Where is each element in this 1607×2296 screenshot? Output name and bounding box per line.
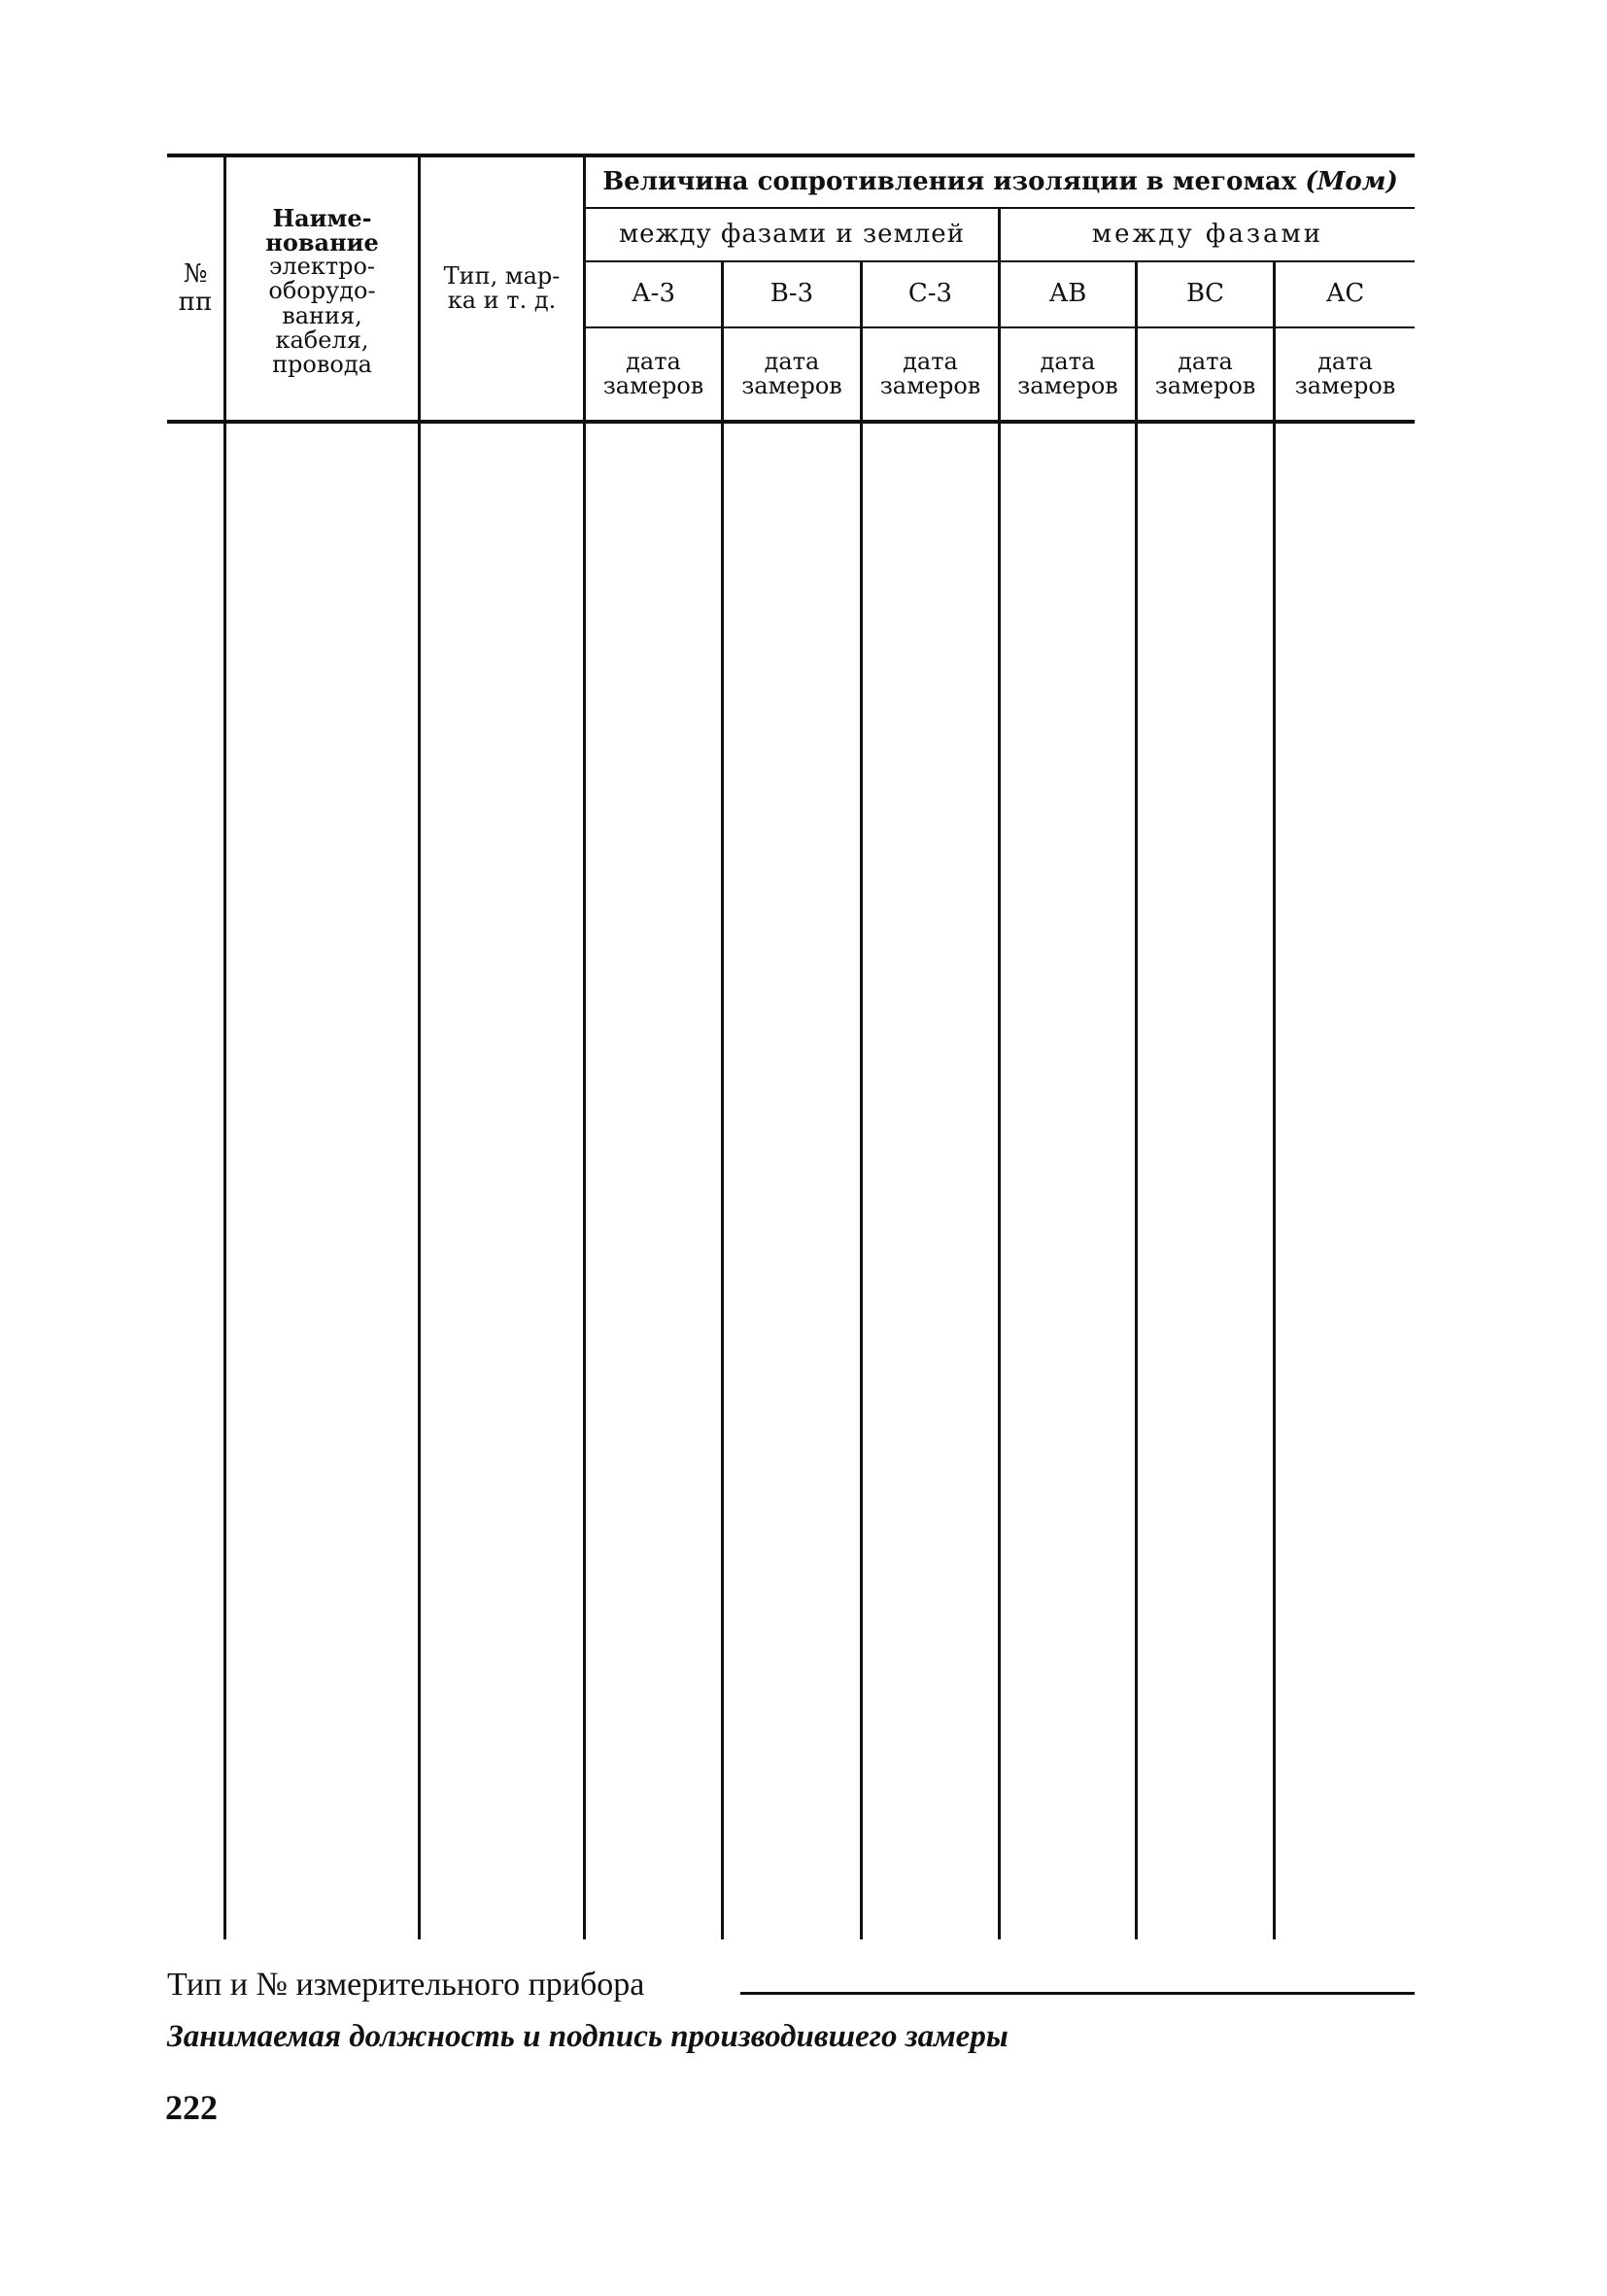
page-number: 222 xyxy=(165,2088,218,2127)
header-date-ac: дата замеров xyxy=(1294,347,1396,399)
col-divider-6 xyxy=(998,209,1001,1939)
header-phase-ac: АС xyxy=(1325,279,1365,309)
header-date-bc: дата замеров xyxy=(1154,347,1256,399)
header-bottom-rule xyxy=(167,420,1415,424)
col-divider-7 xyxy=(1135,262,1138,1939)
col-divider-8 xyxy=(1273,262,1276,1939)
header-date-ab: дата замеров xyxy=(1017,347,1118,399)
header-phase-bc: ВС xyxy=(1186,279,1224,309)
header-equipment-name: Наиме- нование электро- оборудо- вания, кабеля, провода xyxy=(265,203,379,378)
col-divider-1 xyxy=(223,157,226,1939)
col-divider-5 xyxy=(860,262,863,1939)
header-between-phase-ground: между фазами и землей xyxy=(618,219,966,249)
header-date-a3: дата замеров xyxy=(602,347,704,399)
header-phase-a3: А-3 xyxy=(631,279,676,309)
header-phase-b3: В-3 xyxy=(769,279,814,309)
col-divider-4 xyxy=(721,262,724,1939)
col-divider-2 xyxy=(418,157,421,1939)
col-divider-3 xyxy=(583,157,586,1939)
header-between-phases: между фазами xyxy=(1091,219,1324,249)
header-type-mark: Тип, мар- ка и т. д. xyxy=(443,261,561,314)
header-date-b3: дата замеров xyxy=(741,347,842,399)
header-phase-c3: С-3 xyxy=(907,279,953,309)
header-resistance-title: Величина сопротивления изоляции в мегомах (Мом) xyxy=(602,166,1398,196)
header-num: № пп xyxy=(178,259,213,317)
instrument-label: Тип и № измерительного прибора xyxy=(167,1967,645,2003)
instrument-entry-rule xyxy=(740,1992,1415,1995)
header-date-c3: дата замеров xyxy=(879,347,981,399)
header-phase-ab: АВ xyxy=(1048,279,1087,309)
signature-label: Занимаемая должность и подпись производившего замеры xyxy=(167,2019,1009,2054)
